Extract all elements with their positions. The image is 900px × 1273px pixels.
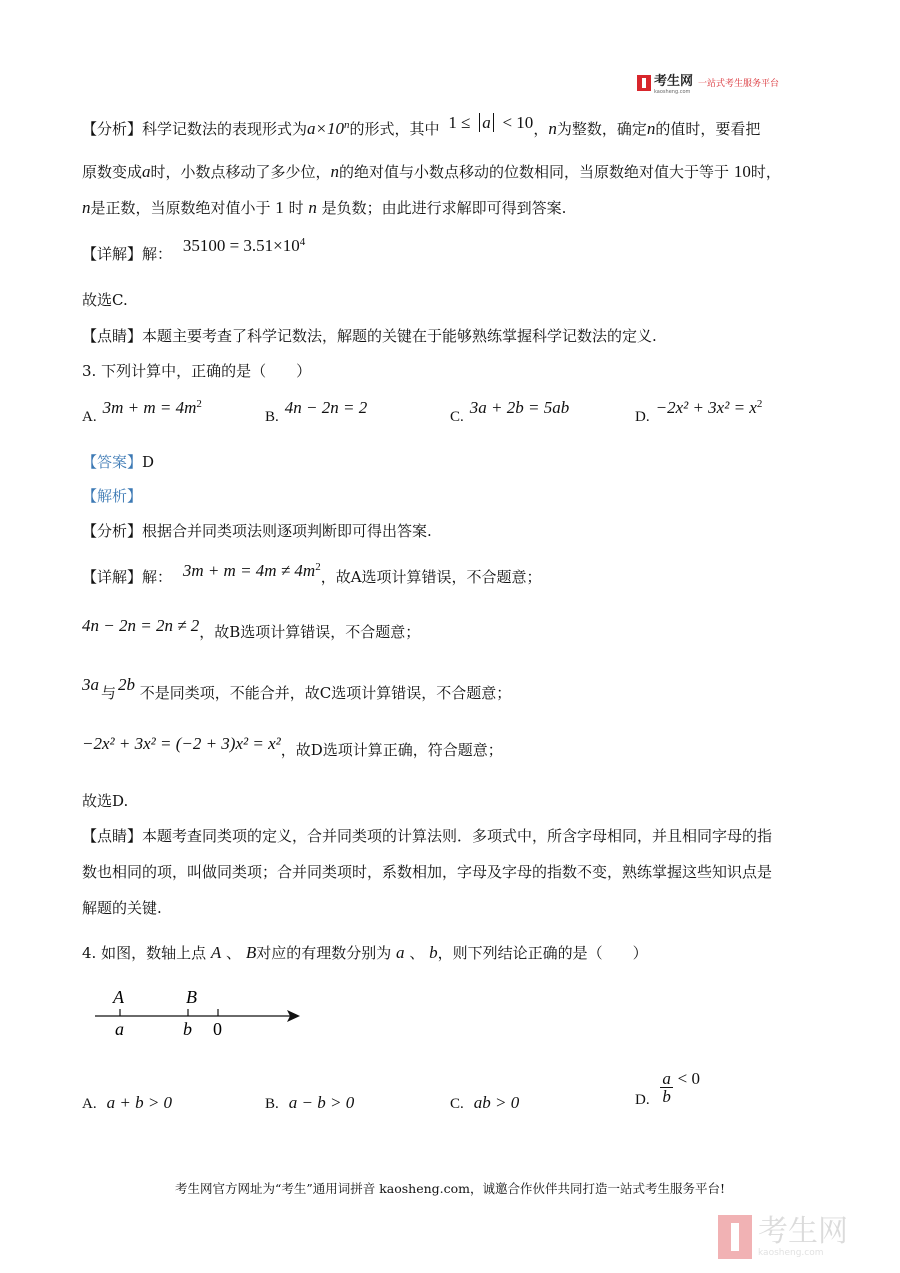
q4-option-d[interactable]: D. $\frac{a}{b}$ < 0 — [635, 1068, 700, 1108]
footer-text: 考生网官方网址为“考生”通用词拼音 kaosheng.com，诚邀合作伙伴共同打造一站式考生服务平台! — [174, 1181, 726, 1196]
watermark-logo-icon — [718, 1215, 752, 1259]
logo-domain: kaosheng.com — [654, 89, 691, 95]
analysis-line-2: 原数变成a时，小数点移动了多少位，n的绝对值与小数点移动的位数相同，当原数绝对值大于等于 10时， — [82, 162, 781, 181]
watermark — [718, 1215, 848, 1259]
point-B-label: B — [186, 987, 197, 1007]
q3-detail-a: 【详解】解： $3m + m = 4m \ne 4m^2$，故A选项计算错误，不合题意； — [82, 561, 542, 586]
value-a-label: a — [115, 1019, 124, 1039]
q3-analysis-label: 【解析】 — [82, 487, 143, 505]
q3-dianjing-2: 数也相同的项，叫做同类项；合并同类项时，系数相加，字母及字母的指数不变，熟练掌握这些知识点是 — [82, 863, 773, 881]
q3-dianjing-3: 解题的关键. — [82, 899, 162, 917]
q3-option-c[interactable]: C. 3a + 2b = 5ab — [450, 398, 570, 425]
watermark-name: 考生网 — [758, 1214, 848, 1249]
analysis-line-1: 【分析】科学记数法的表现形式为$a\times 10^n$的形式，其中 1 ≤ a < 10，n为整数，确定n的值时，要看把 — [82, 113, 761, 138]
q3-stem: 3. 下列计算中，正确的是（ ） — [82, 362, 312, 380]
q3-option-b[interactable]: B. 4n − 2n = 2 — [265, 398, 368, 425]
fraction-a-over-b: $\frac{a}{b}$ — [662, 1069, 671, 1106]
logo-icon — [637, 75, 651, 91]
analysis-line-3: n是正数，当原数绝对值小于 1 时 n 是负数；由此进行求解即可得到答案. — [82, 198, 567, 217]
header-logo — [637, 70, 779, 95]
q3-choice: 故选D. — [82, 792, 129, 810]
q4-option-a[interactable]: A. a + b > 0 — [82, 1093, 173, 1112]
value-b-label: b — [183, 1019, 192, 1039]
q4-option-b[interactable]: B. a − b > 0 — [265, 1093, 355, 1112]
q3-detail-b: 4n − 2n = 2n ≠ 2，故B选项计算错误，不合题意； — [82, 616, 421, 641]
q3-option-d[interactable]: D. $-2x^2 + 3x^2 = x^2$ — [635, 398, 763, 425]
watermark-domain: kaosheng.com — [758, 1248, 824, 1258]
q3-detail-c: 3a 与 2b 不是同类项，不能合并，故C选项计算错误，不合题意； — [82, 675, 512, 702]
dianjing-q2: 【点睛】本题主要考查了科学记数法，解题的关键在于能够熟练掌握科学记数法的定义. — [82, 327, 657, 345]
zero-label: 0 — [213, 1019, 222, 1039]
q4-stem: 4. 如图，数轴上点 A 、 B对应的有理数分别为 a 、 b，则下列结论正确的是（ ） — [82, 943, 648, 962]
q3-fenxi: 【分析】根据合并同类项法则逐项判断即可得出答案. — [82, 522, 432, 540]
detail-line: 【详解】解： $35100 = 3.51\times 10^4$ — [82, 236, 306, 263]
q3-detail-d: −2x² + 3x² = (−2 + 3)x² = x²，故D选项计算正确，符合题意； — [82, 734, 503, 759]
q3-dianjing-1: 【点睛】本题考查同类项的定义，合并同类项的计算法则．多项式中，所含字母相同，并且相同字母的指 — [82, 827, 773, 845]
q4-option-c[interactable]: C. ab > 0 — [450, 1093, 520, 1112]
q3-answer: 【答案】D — [82, 453, 155, 471]
q3-option-a[interactable]: A. $3m + m = 4m^2$ — [82, 398, 202, 425]
number-line — [90, 985, 310, 1045]
logo-slogan: 一站式考生服务平台 — [698, 79, 780, 89]
choice-q2: 故选C. — [82, 291, 128, 309]
logo-name: 考生网 — [654, 74, 694, 89]
point-A-label: A — [113, 987, 124, 1007]
